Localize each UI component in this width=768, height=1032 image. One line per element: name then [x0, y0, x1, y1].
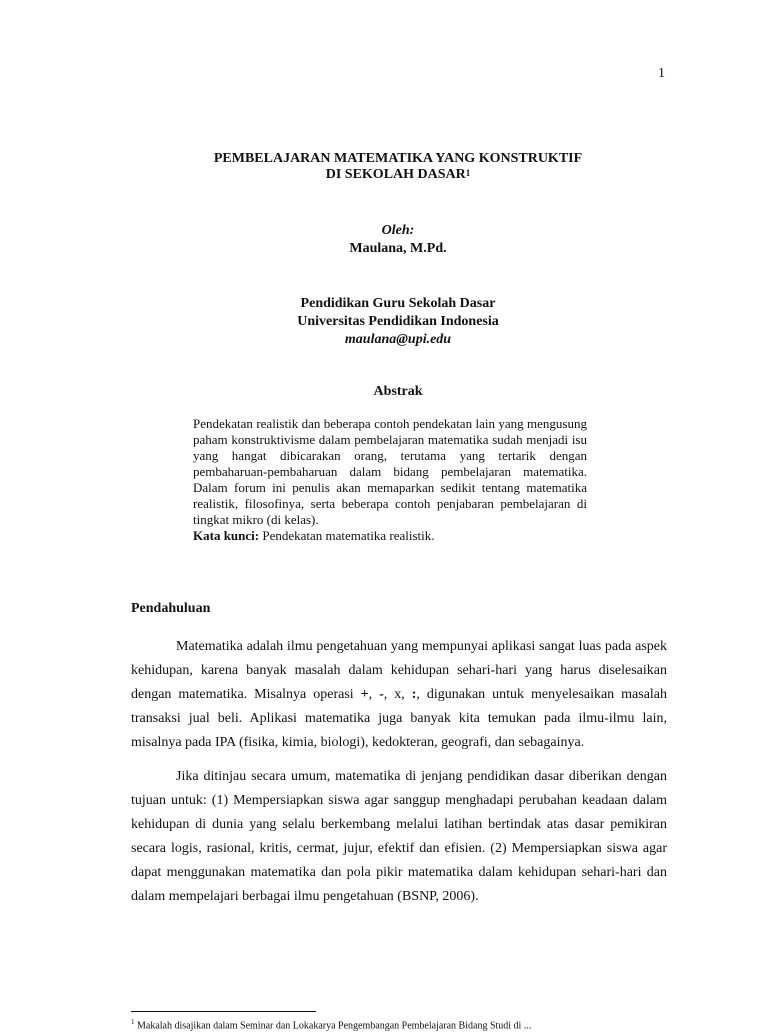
operator-divide: :	[411, 687, 417, 702]
paragraph-1-start: Matematika adalah ilmu pengetahuan yang mempunyai aplikasi sangat luas pada aspek kehidupan, karena banyak masalah dalam kehidupan sehari-hari yang harus diselesaikan dengan matematika. Misalnya operasi	[131, 639, 667, 702]
paper-title	[0, 151, 768, 183]
paragraph-1: Matematika adalah ilmu pengetahuan yang mempunyai aplikasi sangat luas pada aspek kehidupan, karena banyak masalah dalam kehidupan sehari-hari yang harus diselesaikan dengan matematika. Misalnya operasi +, -, x, :, digunakan untuk menyelesaikan masalah transaksi jual beli. Aplikasi matematika juga banyak kita temukan pada ilmu-ilmu lain, misalnya pada IPA (fisika, kimia, biologi), kedokteran, geografi, dan sebagainya.	[131, 639, 668, 750]
body-text	[131, 635, 667, 919]
abstract-body	[193, 416, 587, 544]
title-line-1: PEMBELAJARAN MATEMATIKA YANG KONSTRUKTIF	[213, 151, 583, 166]
author-by-label: Oleh:	[381, 223, 415, 238]
keywords-value: Pendekatan matematika realistik.	[262, 528, 435, 543]
abstract-text: Pendekatan realistik dan beberapa contoh pendekatan lain yang mengusung paham konstruktivisme dalam pembelajaran matematika sudah menjadi isu yang hangat dibicarakan orang, terutama yang tertarik dengan pembaharuan-pembaharuan dalam bidang pembelajaran matematika. Dalam forum ini penulis akan memaparkan sedikit tentang matematika realistik, filosofinya, serta beberapa contoh penjabaran pembelajaran di tingkat mikro (di kelas).	[193, 416, 587, 527]
footnote-text: Makalah disajikan dalam Seminar dan Lokakarya Pengembangan Pembelajaran Bidang Studi di ...	[137, 1020, 532, 1032]
abstract-keywords	[193, 528, 587, 544]
author-block	[0, 222, 768, 258]
keywords-label: Kata kunci:	[193, 528, 260, 543]
title-line-2	[0, 167, 768, 183]
footnote	[131, 1016, 667, 1032]
footnote-mark: 1	[131, 1018, 135, 1026]
operator-minus: -	[379, 687, 384, 702]
title-line-2-text: DI SEKOLAH DASAR	[325, 167, 466, 182]
abstract-heading: Abstrak	[373, 384, 423, 399]
author-name: Maulana, M.Pd.	[349, 241, 447, 256]
paragraph-2: Jika ditinjau secara umum, matematika di jenjang pendidikan dasar diberikan dengan tujuan untuk: (1) Mempersiapkan siswa agar sanggup menghadapi perubahan keadaan dalam kehidupan di dunia yang selalu berkembang melalui latihan bertindak atas dasar pemikiran secara logis, rasional, kritis, cermat, jujur, efektif dan efisien. (2) Mempersiapkan siswa agar dapat menggunakan matematika dan pola pikir matematika dalam kehidupan sehari-hari dan dalam mempelajari berbagai ilmu pengetahuan (BSNP, 2006).	[131, 769, 667, 904]
affiliation-department: Pendidikan Guru Sekolah Dasar	[300, 296, 496, 311]
affiliation-university: Universitas Pendidikan Indonesia	[297, 314, 499, 329]
page-number: 1	[658, 66, 665, 81]
paragraph-1-end: , digunakan untuk menyelesaikan masalah transaksi jual beli. Aplikasi matematika juga banyak kita temukan pada ilmu-ilmu lain, misalnya pada IPA (fisika, kimia, biologi), kedokteran, geografi, dan sebagainya.	[131, 687, 668, 750]
author-email: maulana@upi.edu	[344, 332, 452, 347]
footnote-divider	[131, 1011, 316, 1012]
operator-plus: +	[360, 687, 369, 702]
operator-times: x	[394, 687, 402, 702]
title-footnote-mark: 1	[465, 168, 471, 178]
affiliation-block	[0, 295, 768, 349]
section-heading: Pendahuluan	[131, 601, 211, 616]
